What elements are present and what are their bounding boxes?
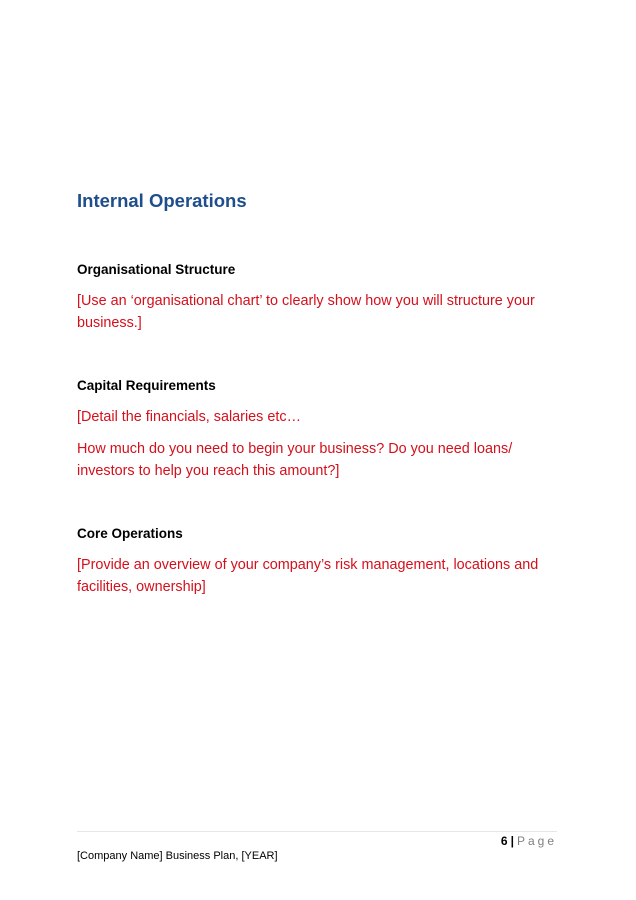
placeholder-paragraph: How much do you need to begin your business? Do you need loans/ investors to help you reach this amount?] — [77, 441, 513, 479]
placeholder-paragraph: [Detail the financials, salaries etc… — [77, 409, 301, 425]
page-number-value: 6 — [500, 834, 508, 848]
subsection-heading-organisational-structure: Organisational Structure — [77, 262, 236, 277]
subsection-heading-capital-requirements: Capital Requirements — [77, 378, 216, 393]
subsection-heading-core-operations: Core Operations — [77, 526, 183, 541]
footer-document-label: [Company Name] Business Plan, [YEAR] — [77, 850, 278, 862]
section-title: Internal Operations — [77, 190, 247, 211]
page-number-separator: | — [510, 834, 514, 848]
footer-divider — [77, 831, 557, 832]
page-word: Page — [516, 834, 557, 848]
placeholder-paragraph: [Use an ‘organisational chart’ to clearly show how you will structure your business.] — [77, 293, 535, 331]
placeholder-paragraph: [Provide an overview of your company’s risk management, locations and facilities, ownership] — [77, 557, 539, 595]
page-number — [501, 834, 557, 848]
